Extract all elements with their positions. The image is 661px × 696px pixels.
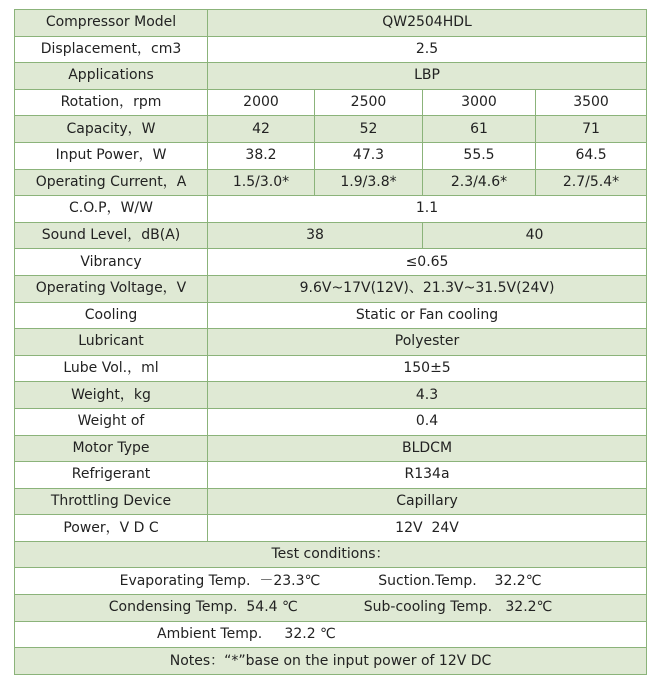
- value-weight-of: 0.4: [208, 408, 647, 435]
- row-test-evaporating: [15, 568, 647, 595]
- value-cop: 1.1: [208, 196, 647, 223]
- value-voltage: 9.6V~17V(12V)、21.3V~31.5V(24V): [208, 275, 647, 302]
- suction-temp: Suction.Temp. 32.2℃: [378, 572, 542, 589]
- row-current: [15, 169, 647, 196]
- value-capacity-3: 61: [423, 116, 536, 143]
- ambient-temp: Ambient Temp. 32.2 ℃: [15, 621, 647, 648]
- spec-sheet: [14, 9, 646, 675]
- label-cooling: Cooling: [15, 302, 208, 329]
- value-input-power-4: 64.5: [536, 142, 647, 169]
- row-throttling: [15, 488, 647, 515]
- condensing-temp: Condensing Temp. 54.4 ℃: [108, 599, 298, 616]
- value-rotation-3: 3000: [423, 89, 536, 116]
- label-vibrancy: Vibrancy: [15, 249, 208, 276]
- label-lubricant: Lubricant: [15, 329, 208, 356]
- test-conditions-line-1: [15, 568, 647, 595]
- value-applications: LBP: [208, 63, 647, 90]
- value-sound-1: 38: [208, 222, 423, 249]
- value-input-power-2: 47.3: [315, 142, 423, 169]
- value-lubricant: Polyester: [208, 329, 647, 356]
- row-sound: [15, 222, 647, 249]
- value-current-1: 1.5/3.0*: [208, 169, 315, 196]
- test-conditions-line-2: [15, 595, 647, 622]
- label-sound: Sound Level，dB(A): [15, 222, 208, 249]
- row-lubricant: [15, 329, 647, 356]
- test-conditions-heading: Test conditions：: [15, 541, 647, 568]
- row-voltage: [15, 275, 647, 302]
- row-rotation: [15, 89, 647, 116]
- label-voltage: Operating Voltage，V: [15, 275, 208, 302]
- value-input-power-3: 55.5: [423, 142, 536, 169]
- value-current-4: 2.7/5.4*: [536, 169, 647, 196]
- value-motor-type: BLDCM: [208, 435, 647, 462]
- label-current: Operating Current，A: [15, 169, 208, 196]
- row-weight: [15, 382, 647, 409]
- value-refrigerant: R134a: [208, 462, 647, 489]
- label-cop: C.O.P，W/W: [15, 196, 208, 223]
- value-capacity-4: 71: [536, 116, 647, 143]
- row-test-ambient: [15, 621, 647, 648]
- value-capacity-1: 42: [208, 116, 315, 143]
- label-model: Compressor Model: [15, 10, 208, 37]
- row-input-power: [15, 142, 647, 169]
- label-weight-of: Weight of: [15, 408, 208, 435]
- row-refrigerant: [15, 462, 647, 489]
- row-motor-type: [15, 435, 647, 462]
- row-capacity: [15, 116, 647, 143]
- value-displacement: 2.5: [208, 36, 647, 63]
- value-input-power-1: 38.2: [208, 142, 315, 169]
- value-weight: 4.3: [208, 382, 647, 409]
- row-cooling: [15, 302, 647, 329]
- row-model: [15, 10, 647, 37]
- row-lube-vol: [15, 355, 647, 382]
- spec-table: [14, 9, 647, 675]
- row-notes: [15, 648, 647, 675]
- row-power: [15, 515, 647, 542]
- notes: Notes：“*”base on the input power of 12V DC: [15, 648, 647, 675]
- row-cop: [15, 196, 647, 223]
- value-current-2: 1.9/3.8*: [315, 169, 423, 196]
- row-test-condensing: [15, 595, 647, 622]
- value-lube-vol: 150±5: [208, 355, 647, 382]
- label-displacement: Displacement，cm3: [15, 36, 208, 63]
- value-sound-2: 40: [423, 222, 647, 249]
- row-applications: [15, 63, 647, 90]
- value-capacity-2: 52: [315, 116, 423, 143]
- value-current-3: 2.3/4.6*: [423, 169, 536, 196]
- value-rotation-2: 2500: [315, 89, 423, 116]
- label-power: Power，V D C: [15, 515, 208, 542]
- value-rotation-1: 2000: [208, 89, 315, 116]
- row-test-heading: [15, 541, 647, 568]
- label-input-power: Input Power，W: [15, 142, 208, 169]
- label-applications: Applications: [15, 63, 208, 90]
- label-refrigerant: Refrigerant: [15, 462, 208, 489]
- value-rotation-4: 3500: [536, 89, 647, 116]
- evaporating-temp: Evaporating Temp. －23.3℃: [119, 572, 321, 589]
- row-vibrancy: [15, 249, 647, 276]
- label-lube-vol: Lube Vol.，ml: [15, 355, 208, 382]
- label-rotation: Rotation，rpm: [15, 89, 208, 116]
- value-model: QW2504HDL: [208, 10, 647, 37]
- value-throttling: Capillary: [208, 488, 647, 515]
- row-displacement: [15, 36, 647, 63]
- label-throttling: Throttling Device: [15, 488, 208, 515]
- value-power: 12V 24V: [208, 515, 647, 542]
- value-vibrancy: ≤0.65: [208, 249, 647, 276]
- row-weight-of: [15, 408, 647, 435]
- label-capacity: Capacity，W: [15, 116, 208, 143]
- label-motor-type: Motor Type: [15, 435, 208, 462]
- subcooling-temp: Sub-cooling Temp. 32.2℃: [363, 599, 553, 616]
- label-weight: Weight，kg: [15, 382, 208, 409]
- value-cooling: Static or Fan cooling: [208, 302, 647, 329]
